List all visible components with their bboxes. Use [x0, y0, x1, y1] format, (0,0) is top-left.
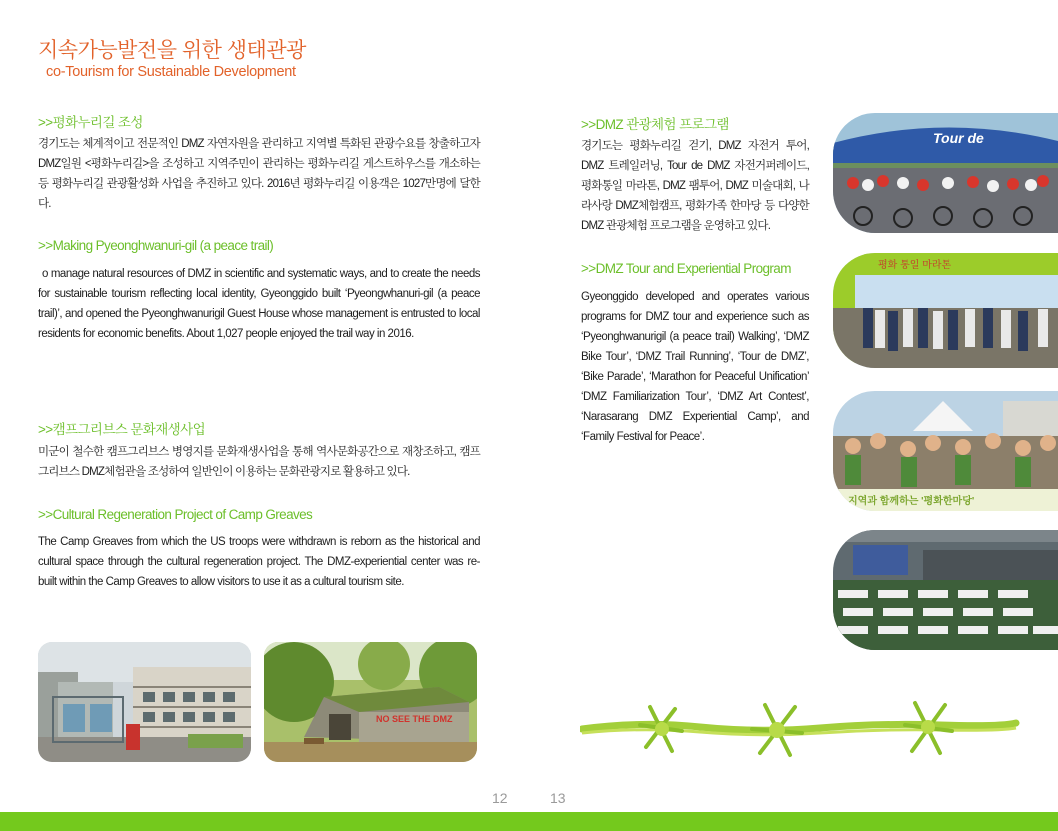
- page-title: 지속가능발전을 위한 생태관광: [38, 39, 306, 62]
- bike-tour-photo: [833, 113, 1058, 233]
- barbed-wire-decoration: [580, 695, 1020, 770]
- section-body-peace-trail-en: o manage natural resources of DMZ in scientific and systematic ways, and to create the needs for sustainable tourism reflecting local identity, Gyeonggido built ‘Pyeongwhanuri-gil (a peace trail)’, and opened the Pyeonghwanurigil Guest House whose management is entrusted to local residents for economic benefits. About 1,027 people enjoyed the trail way in 2016.: [38, 268, 480, 340]
- section-body-peace-trail-ko: 경기도는 체계적이고 전문적인 DMZ 자연자원을 관리하고 지역별 특화된 관광수요를 창출하고자 DMZ일원 <평화누리길>을 조성하고 지역주민이 관리하는 평화누리길 게스트하우스를 개소하는 등 평화누리길 관광활성화 사업을 추진하고 있다. 2016년 평화누리길 이용객은 1027만명에 달한다.: [38, 138, 480, 210]
- page-number-left: 12: [492, 790, 508, 806]
- marathon-photo: [833, 253, 1058, 368]
- section-heading-dmz-program-ko: >>DMZ 관광체험 프로그램: [581, 117, 729, 132]
- section-heading-camp-greaves-ko: >>캠프그리브스 문화재생사업: [38, 422, 206, 437]
- camp-greaves-bunker-photo: [264, 642, 477, 762]
- footer-color-bar: [0, 812, 1058, 831]
- section-body-dmz-program-ko: 경기도는 평화누리길 걷기, DMZ 자전거 투어, DMZ 트레일러닝, Tour de DMZ 자전거퍼레이드, 평화통일 마라톤, DMZ 팸투어, DMZ 미술대회, 나라사랑 DMZ체험캠프, 평화가족 한마당 등 다양한 DMZ 관광체험 프로그램을 운영하고 있다.: [581, 140, 809, 232]
- bunker-sign-text: NO SEE THE DMZ: [376, 714, 453, 724]
- section-body-camp-greaves-ko: 미군이 철수한 캠프그리브스 병영지를 문화재생사업을 통해 역사문화공간으로 재창조하고, 캠프그리브스 DMZ체험관을 조성하여 일반인이 이용하는 문화관광지로 활용하고 있다.: [38, 446, 480, 478]
- bike-banner-text: Tour de: [933, 130, 984, 146]
- section-body-camp-greaves-en: The Camp Greaves from which the US troops were withdrawn is reborn as the historical and cultural space through the cultural regeneration project. The DMZ-experiential center was re-built within the Camp Greaves to allow visitors to use it as a cultural tourism site.: [38, 536, 480, 588]
- art-contest-hall-photo: [833, 530, 1058, 650]
- section-heading-camp-greaves-en: >>Cultural Regeneration Project of Camp Greaves: [38, 507, 313, 522]
- marathon-banner-text: 평화 통일 마라톤: [878, 260, 952, 271]
- section-body-dmz-program-en: Gyeonggido developed and operates various programs for DMZ tour and experience such as ‘Pyeonghwanurigil (a peace trail) Walking’, ‘DMZ Bike Tour’, ‘DMZ Trail Running’, ‘Tour de DMZ’, ‘Bike Parade’, ‘Marathon for Peaceful Unification’ ‘DMZ Familiarization Tour’, ‘DMZ Art Contest’, ‘Narasarang DMZ Experiential Camp’, and ‘Family Festival for Peace’.: [581, 291, 809, 443]
- page-subtitle: co-Tourism for Sustainable Development: [46, 64, 296, 80]
- section-heading-dmz-program-en: >>DMZ Tour and Experiential Program: [581, 261, 791, 276]
- page-number-right: 13: [550, 790, 566, 806]
- festival-banner-text: 지역과 함께하는 '평화한마당': [848, 496, 975, 507]
- section-heading-peace-trail-en: >>Making Pyeonghwanuri-gil (a peace trail): [38, 238, 274, 253]
- section-heading-peace-trail-ko: >>평화누리길 조성: [38, 115, 143, 130]
- camp-greaves-building-photo: [38, 642, 251, 762]
- family-festival-photo: [833, 391, 1058, 511]
